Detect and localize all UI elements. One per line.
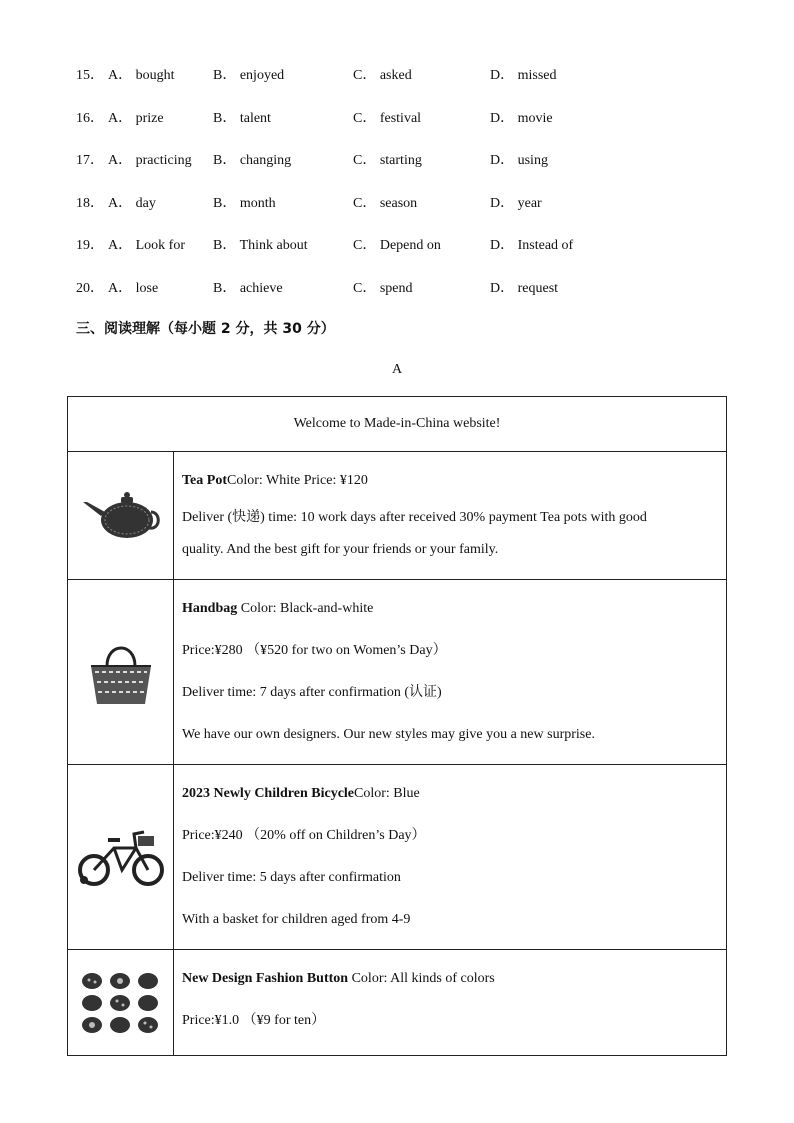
teapot-image-cell bbox=[68, 452, 174, 580]
bicycle-basket: With a basket for children aged from 4-9 bbox=[182, 912, 411, 927]
option-d: D． year bbox=[490, 196, 542, 211]
button-line1 bbox=[182, 958, 718, 1000]
handbag-deliver: Deliver time: 7 days after confirmation (认证) bbox=[182, 685, 442, 700]
button-name: New Design Fashion Button bbox=[182, 971, 349, 986]
option-b: B． Think about bbox=[213, 238, 308, 253]
product-table bbox=[67, 396, 727, 1056]
teapot-quality: quality. And the best gift for your friends or your family. bbox=[182, 542, 499, 557]
bicycle-icon bbox=[76, 824, 166, 890]
handbag-designers: We have our own designers. Our new styles may give you a new surprise. bbox=[182, 727, 595, 742]
button-description bbox=[174, 950, 727, 1056]
option-c: C． season bbox=[353, 196, 418, 211]
handbag-description bbox=[174, 580, 727, 765]
table-header: Welcome to Made-in-China website! bbox=[68, 397, 727, 452]
bicycle-image-cell bbox=[68, 765, 174, 950]
handbag-color: Color: Black-and-white bbox=[237, 601, 374, 616]
option-d: D． movie bbox=[490, 111, 553, 126]
option-c: C． Depend on bbox=[353, 238, 441, 253]
option-a: A． bought bbox=[108, 68, 175, 83]
section-title: 三、阅读理解（每小题 2 分，共 30 分） bbox=[76, 321, 335, 337]
option-c: C． spend bbox=[353, 281, 413, 296]
question-number: 18． bbox=[76, 196, 104, 211]
question-number: 20． bbox=[76, 281, 104, 296]
question-row bbox=[76, 64, 676, 84]
option-d: D． using bbox=[490, 153, 548, 168]
option-c: C． festival bbox=[353, 111, 422, 126]
button-color: Color: All kinds of colors bbox=[348, 971, 495, 986]
teapot-icon bbox=[81, 488, 161, 544]
option-b: B． enjoyed bbox=[213, 68, 285, 83]
question-row bbox=[76, 277, 676, 297]
button-image-cell bbox=[68, 950, 174, 1056]
teapot-color-price: Color: White Price: ¥120 bbox=[226, 473, 368, 488]
buttons-icon bbox=[80, 971, 162, 1035]
option-b: B． changing bbox=[213, 153, 292, 168]
question-row bbox=[76, 234, 676, 254]
question-number: 19． bbox=[76, 238, 104, 253]
teapot-description bbox=[174, 452, 727, 580]
option-b: B． month bbox=[213, 196, 276, 211]
handbag-name: Handbag bbox=[182, 601, 238, 616]
handbag-price: Price:¥280 （¥520 for two on Women’s Day） bbox=[182, 643, 447, 658]
question-number: 16． bbox=[76, 111, 104, 126]
bicycle-name: 2023 Newly Children Bicycle bbox=[182, 786, 355, 801]
option-c: C． asked bbox=[353, 68, 412, 83]
option-a: A． lose bbox=[108, 281, 159, 296]
option-a: A． prize bbox=[108, 111, 164, 126]
question-row bbox=[76, 149, 676, 169]
option-a: A． practicing bbox=[108, 153, 192, 168]
option-a: A． Look for bbox=[108, 238, 185, 253]
teapot-deliver: Deliver (快递) time: 10 work days after received 30% payment Tea pots with good bbox=[182, 510, 647, 525]
teapot-name: Tea Pot bbox=[182, 473, 227, 488]
handbag-line1 bbox=[182, 588, 718, 630]
question-row bbox=[76, 192, 676, 212]
question-number: 15． bbox=[76, 68, 104, 83]
passage-letter: A bbox=[391, 362, 403, 377]
option-d: D． Instead of bbox=[490, 238, 574, 253]
option-d: D． request bbox=[490, 281, 559, 296]
teapot-line1 bbox=[182, 460, 718, 502]
button-price: Price:¥1.0 （¥9 for ten） bbox=[182, 1013, 326, 1028]
question-number: 17． bbox=[76, 153, 104, 168]
bicycle-price: Price:¥240 （20% off on Children’s Day） bbox=[182, 828, 426, 843]
option-b: B． achieve bbox=[213, 281, 283, 296]
bicycle-line1 bbox=[182, 773, 718, 815]
bicycle-description bbox=[174, 765, 727, 950]
option-b: B． talent bbox=[213, 111, 271, 126]
option-c: C． starting bbox=[353, 153, 422, 168]
option-d: D． missed bbox=[490, 68, 557, 83]
option-a: A． day bbox=[108, 196, 156, 211]
bicycle-deliver: Deliver time: 5 days after confirmation bbox=[182, 870, 401, 885]
handbag-image-cell bbox=[68, 580, 174, 765]
question-row bbox=[76, 107, 676, 127]
handbag-icon bbox=[85, 636, 157, 708]
bicycle-color: Color: Blue bbox=[354, 786, 420, 801]
